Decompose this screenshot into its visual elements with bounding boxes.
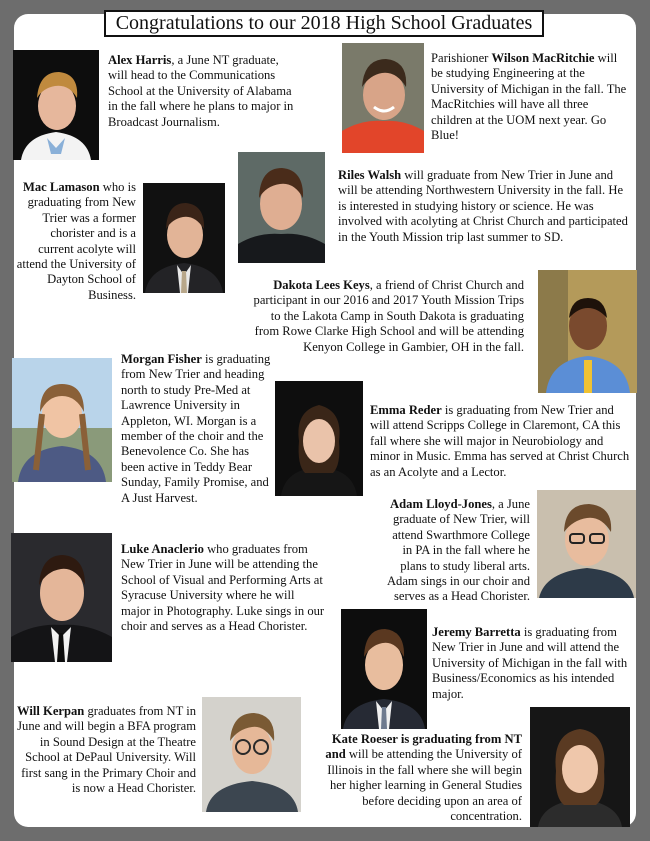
name-emma-reder: Emma Reder [370,403,442,417]
photo-luke-anaclerio [11,533,112,662]
name-alex-harris: Alex Harris [108,53,172,67]
photo-adam-lloyd-jones [537,490,636,598]
name-jeremy-barretta: Jeremy Barretta [432,625,521,639]
bio-alex-harris: Alex Harris, a June NT graduate, will head to the Communications School at the University of Alabama in the fall where he plans to major in Broadcast Journalism. [108,53,294,129]
photo-dakota-lees-keys [538,270,637,393]
bio-luke-anaclerio: Luke Anaclerio who graduates from New Trier in June will be attending the School of Visual and Performing Arts at Syracuse University where he will major in Photography. Luke sings in our choir and serves as a Head Chorister. [121,542,325,634]
name-will-kerpan: Will Kerpan [17,704,85,718]
photo-riles-walsh [238,152,325,263]
name-luke-anaclerio: Luke Anaclerio [121,542,204,556]
photo-will-kerpan [202,697,301,812]
page-title: Congratulations to our 2018 High School Graduates [104,10,544,37]
photo-mac-lamason [143,183,225,293]
bio-adam-lloyd-jones: Adam Lloyd-Jones, a June graduate of New Trier, will attend Swarthmore College in PA in the fall where he plans to study liberal arts. Adam sings in our choir and serves as a Head Chorister. [386,497,530,604]
photo-emma-reder [275,381,363,496]
name-mac-lamason: Mac Lamason [23,180,100,194]
name-morgan-fisher: Morgan Fisher [121,352,202,366]
bio-jeremy-barretta: Jeremy Barretta is graduating from New Trier in June and will attend the University of Michigan in the fall with Business/Economics as his intended major. [432,625,628,701]
photo-morgan-fisher [12,358,112,482]
name-wilson-macritchie: Wilson MacRitchie [491,51,595,65]
bio-wilson-macritchie: Parishioner Wilson MacRitchie will be studying Engineering at the University of Michigan in the fall. The MacRitchies will have all three children at the UOM next year. Go Blue! [431,51,627,143]
name-adam-lloyd-jones: Adam Lloyd-Jones [390,497,492,511]
photo-wilson-macritchie [342,43,424,153]
bio-riles-walsh: Riles Walsh will graduate from New Trier in June and will be attending Northwestern University in the fall. He is interested in studying history or science. He was involved with acolyting at Christ Church and participated in the Youth Mission trip last summer to SD. [338,168,628,244]
bio-kate-roeser: Kate Roeser is graduating from NT and will be attending the University of Illinois in the fall where she will begin her higher learning in General Studies before deciding upon an area of concentration. [325,732,522,824]
bio-morgan-fisher: Morgan Fisher is graduating from New Trier and heading north to study Pre-Med at Lawrence University in Appleton, WI. Morgan is a member of the choir and the Benevolence Co. She has been active in Teddy Bear Sunday, Family Promise, and A Just Harvest. [121,352,271,505]
bio-dakota-lees-keys: Dakota Lees Keys, a friend of Christ Church and participant in our 2016 and 2017 Youth Mission Trips to the Lakota Camp in South Dakota is graduating from Rowe Clarke High School and will be attending Kenyon College in Gambier, OH in the fall. [253,278,524,354]
photo-alex-harris [13,50,99,160]
bio-emma-reder: Emma Reder is graduating from New Trier and will attend Scripps College in Claremont, CA this fall where she will major in Neurobiology and minor in Music. Emma has served at Christ Church as an Acolyte and a Lector. [370,403,630,479]
name-riles-walsh: Riles Walsh [338,168,402,182]
photo-kate-roeser [530,707,630,827]
name-dakota-lees-keys: Dakota Lees Keys [273,278,370,292]
bio-mac-lamason: Mac Lamason who is graduating from New Trier was a former chorister and is a current acolyte will attend the University of Dayton School of Business. [16,180,136,302]
name-kate-roeser: Kate Roeser is graduating from NT and [325,732,522,762]
bio-will-kerpan: Will Kerpan graduates from NT in June and will begin a BFA program in Sound Design at the Theatre School at DePaul University. Will first sang in the Primary Choir and is now a Head Chorister. [17,704,196,796]
photo-jeremy-barretta [341,609,427,729]
